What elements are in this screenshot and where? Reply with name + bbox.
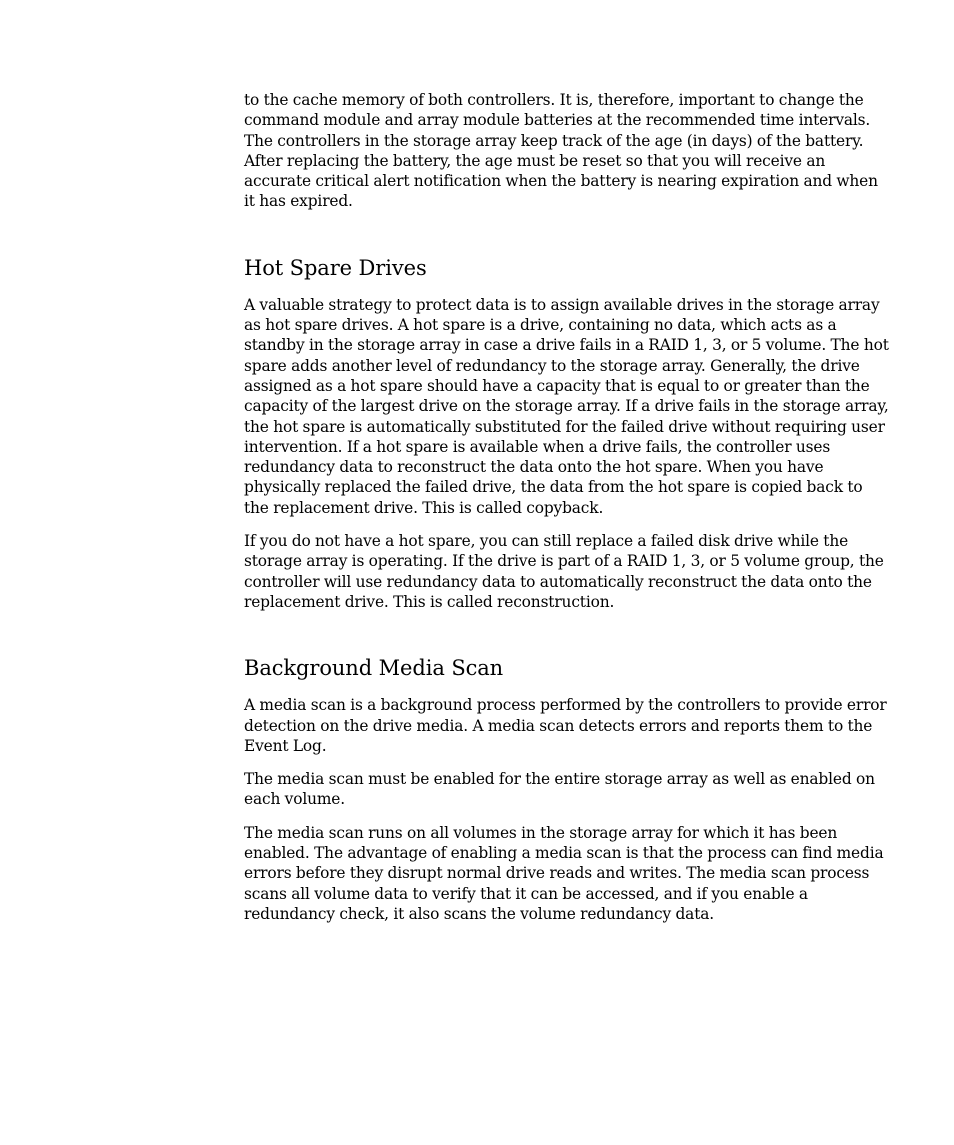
intro-paragraph: to the cache memory of both controllers. It is, therefore, important to change the command module and array module batteries at the recommended time intervals. The controllers in the storage array keep track of the age (in days) of the battery. After replacing the battery, the age must be reset so that you will receive an accurate critical alert notification when the battery is nearing expiration and when it has expired. <box>244 91 878 211</box>
section-hot-spare-drives <box>244 255 889 612</box>
section-heading-background-media-scan: Background Media Scan <box>244 656 504 681</box>
section-heading-hot-spare-drives: Hot Spare Drives <box>244 255 427 280</box>
media-scan-paragraph-1: A media scan is a background process performed by the controllers to provide error detection on the drive media. A media scan detects errors and reports them to the Event Log. <box>244 696 887 755</box>
section-background-media-scan <box>244 655 889 924</box>
document-page <box>244 90 889 937</box>
hot-spare-paragraph-2: If you do not have a hot spare, you can still replace a failed disk drive while the storage array is operating. If the drive is part of a RAID 1, 3, or 5 volume group, the controller will use redundancy data to automatically reconstruct the data onto the replacement drive. This is called reconstruction. <box>244 532 884 611</box>
media-scan-paragraph-3: The media scan runs on all volumes in the storage array for which it has been enabled. The advantage of enabling a media scan is that the process can find media errors before they disrupt normal drive reads and writes. The media scan process scans all volume data to verify that it can be accessed, and if you enable a redundancy check, it also scans the volume redundancy data. <box>244 823 884 923</box>
media-scan-paragraph-2: The media scan must be enabled for the entire storage array as well as enabled on each volume. <box>244 770 875 809</box>
hot-spare-paragraph-1: A valuable strategy to protect data is to assign available drives in the storage array as hot spare drives. A hot spare is a drive, containing no data, which acts as a standby in the storage array in case a drive fails in a RAID 1, 3, or 5 volume. The hot spare adds another level of redundancy to the storage array. Generally, the drive assigned as a hot spare should have a capacity that is equal to or greater than the capacity of the largest drive on the storage array. If a drive fails in the storage array, the hot spare is automatically substituted for the failed drive without requiring user intervention. If a hot spare is available when a drive fails, the controller uses redundancy data to reconstruct the data onto the hot spare. When you have physically replaced the failed drive, the data from the hot spare is copied back to the replacement drive. This is called copyback. <box>244 295 889 517</box>
